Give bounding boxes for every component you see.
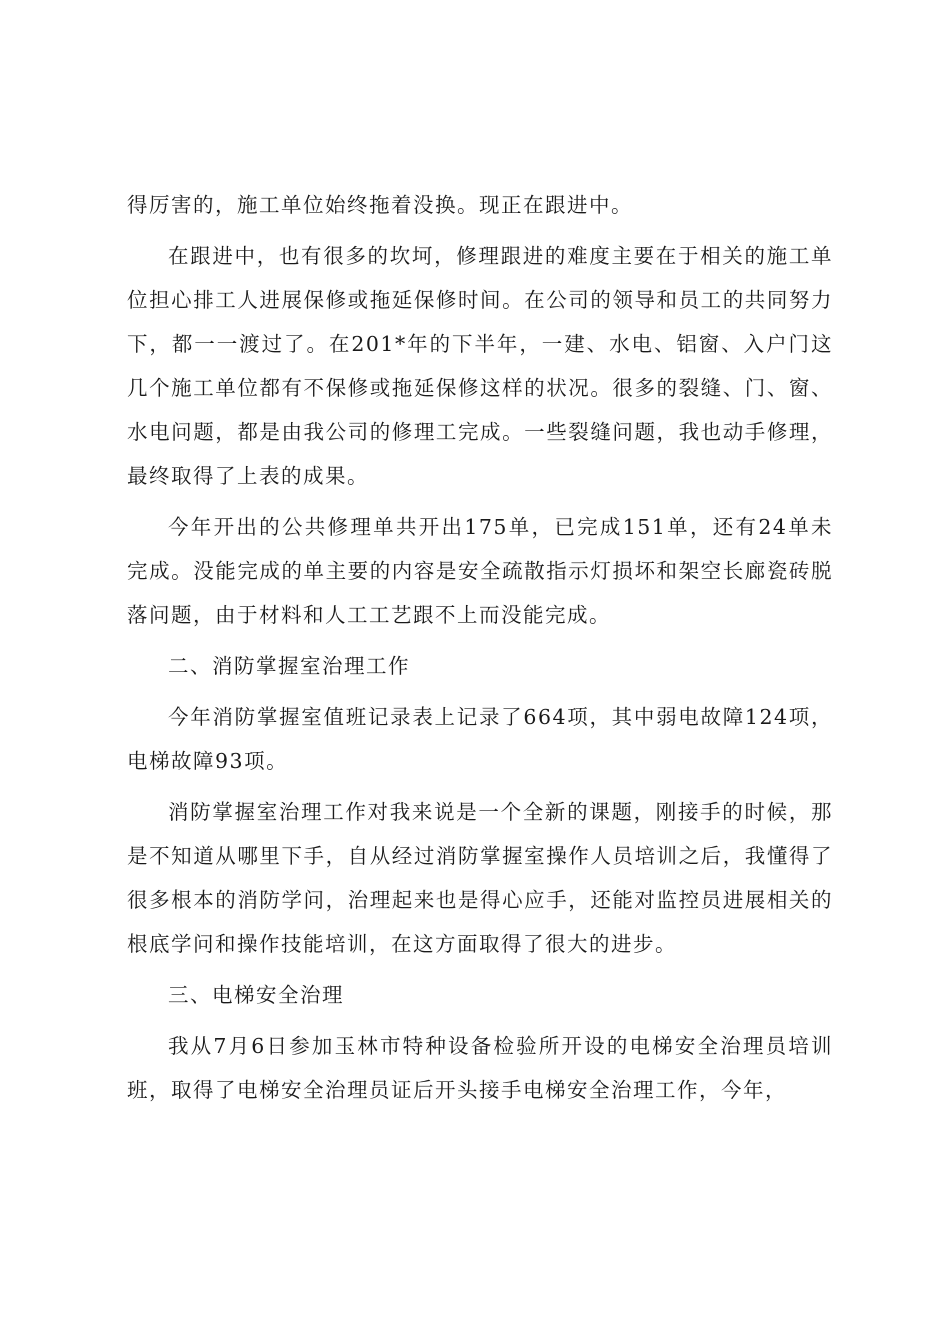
paragraph-repair-orders: 今年开出的公共修理单共开出175单，已完成151单，还有24单未完成。没能完成的单主要的内容是安全疏散指示灯损坏和架空长廊瓷砖脱落问题，由于材料和人工工艺跟不上而没能完成。 — [127, 515, 833, 627]
paragraph-continuation: 得厉害的，施工单位始终拖着没换。现正在跟进中。 — [127, 193, 633, 217]
paragraph-fire-control-work: 消防掌握室治理工作对我来说是一个全新的课题，刚接手的时候，那是不知道从哪里下手，自从经过消防掌握室操作人员培训之后，我懂得了很多根本的消防学问，治理起来也是得心应手，还能对监控员进展相关的根底学问和操作技能培训，在这方面取得了很大的进步。 — [127, 800, 833, 956]
document-body — [127, 183, 833, 1112]
section-heading-fire-control: 二、消防掌握室治理工作 — [168, 654, 410, 678]
paragraph-fire-control-records: 今年消防掌握室值班记录表上记录了664项，其中弱电故障124项，电梯故障93项。 — [127, 705, 833, 773]
paragraph-repair-followup: 在跟进中，也有很多的坎坷，修理跟进的难度主要在于相关的施工单位担心排工人进展保修或拖延保修时间。在公司的领导和员工的共同努力下，都一一渡过了。在201*年的下半年，一建、水电、铝窗、入户门这几个施工单位都有不保修或拖延保修这样的状况。很多的裂缝、门、窗、水电问题，都是由我公司的修理工完成。一些裂缝问题，我也动手修理，最终取得了上表的成果。 — [127, 244, 833, 488]
paragraph-elevator-training: 我从7月6日参加玉林市特种设备检验所开设的电梯安全治理员培训班，取得了电梯安全治理员证后开头接手电梯安全治理工作，今年， — [127, 1034, 833, 1102]
section-heading-elevator-safety: 三、电梯安全治理 — [168, 983, 344, 1007]
